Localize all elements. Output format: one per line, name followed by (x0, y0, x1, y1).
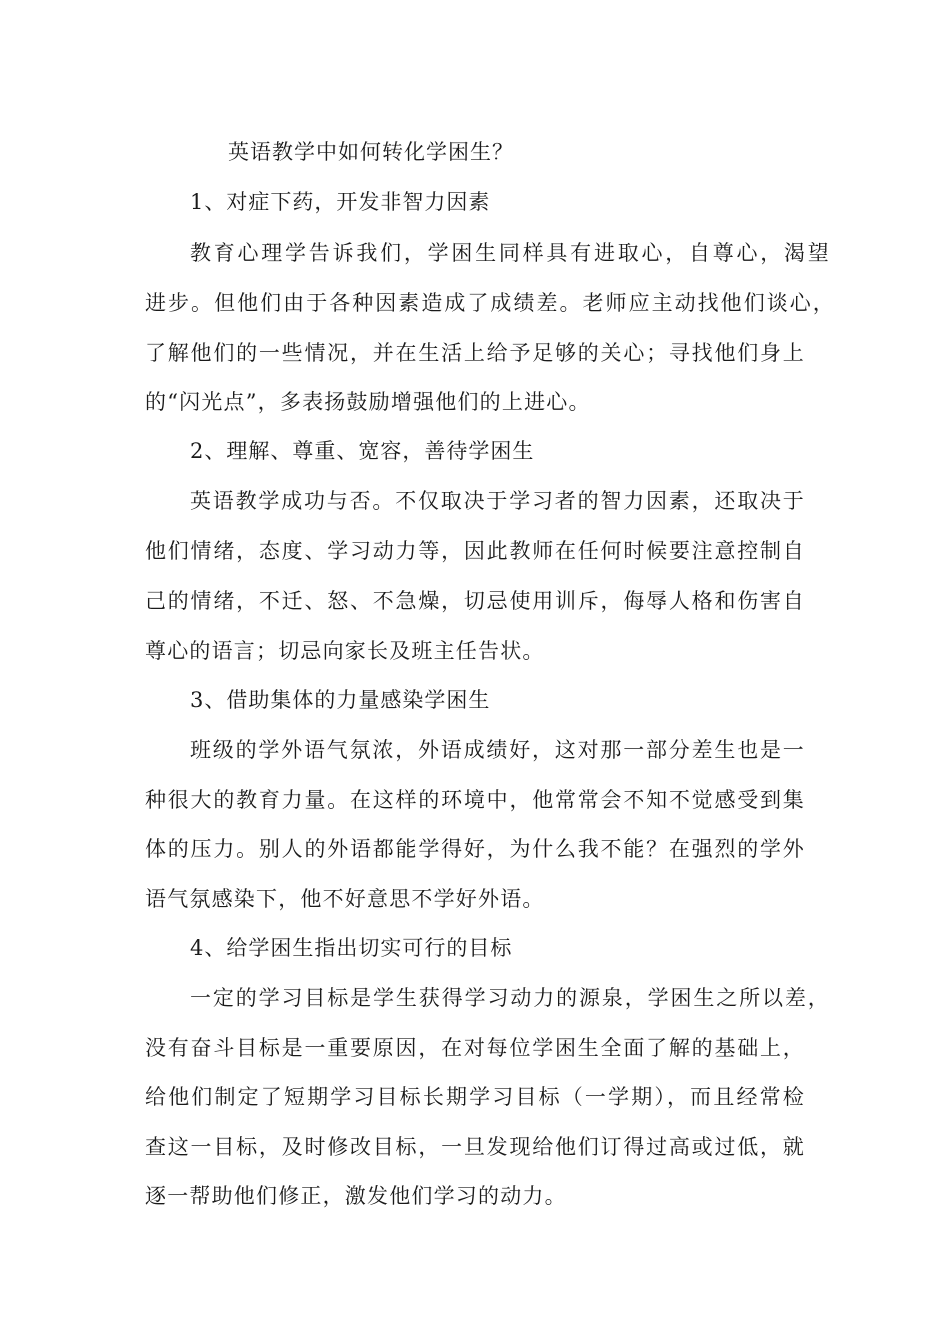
document-title: 英语教学中如何转化学困生？ (228, 140, 514, 164)
paragraph-line: 查这一目标，及时修改目标，一旦发现给他们订得过高或过低，就 (145, 1135, 805, 1159)
section-heading: 3、借助集体的力量感染学困生 (190, 688, 491, 712)
paragraph-line: 英语教学成功与否。不仅取决于学习者的智力因素，还取决于 (190, 489, 805, 513)
paragraph-line: 体的压力。别人的外语都能学得好，为什么我不能？在强烈的学外 (145, 837, 805, 861)
section-heading: 4、给学困生指出切实可行的目标 (190, 936, 513, 960)
paragraph-line: 种很大的教育力量。在这样的环境中，他常常会不知不觉感受到集 (145, 788, 805, 812)
paragraph-line: 语气氛感染下，他不好意思不学好外语。 (145, 887, 545, 911)
section-heading: 2、理解、尊重、宽容，善待学困生 (190, 439, 535, 463)
paragraph-line: 一定的学习目标是学生获得学习动力的源泉，学困生之所以差， (190, 986, 830, 1010)
paragraph-line: 了解他们的一些情况，并在生活上给予足够的关心；寻找他们身上 (145, 341, 805, 365)
paragraph-line: 他们情绪，态度、学习动力等，因此教师在任何时候要注意控制自 (145, 539, 805, 563)
paragraph-line: 尊心的语言；切忌向家长及班主任告状。 (145, 639, 545, 663)
paragraph-line: 的“闪光点”，多表扬鼓励增强他们的上进心。 (145, 390, 591, 414)
paragraph-line: 班级的学外语气氛浓，外语成绩好，这对那一部分差生也是一 (190, 738, 805, 762)
paragraph-line: 己的情绪，不迁、怒、不急燥，切忌使用训斥，侮辱人格和伤害自 (145, 589, 805, 613)
paragraph-line: 给他们制定了短期学习目标长期学习目标（一学期），而且经常检 (145, 1085, 805, 1109)
paragraph-line: 进步。但他们由于各种因素造成了成绩差。老师应主动找他们谈心， (145, 291, 835, 315)
paragraph-line: 没有奋斗目标是一重要原因，在对每位学困生全面了解的基础上， (145, 1036, 805, 1060)
section-heading: 1、对症下药，开发非智力因素 (190, 190, 491, 214)
paragraph-line: 逐一帮助他们修正，激发他们学习的动力。 (145, 1184, 567, 1208)
paragraph-line: 教育心理学告诉我们，学困生同样具有进取心，自尊心，渴望 (190, 241, 830, 265)
